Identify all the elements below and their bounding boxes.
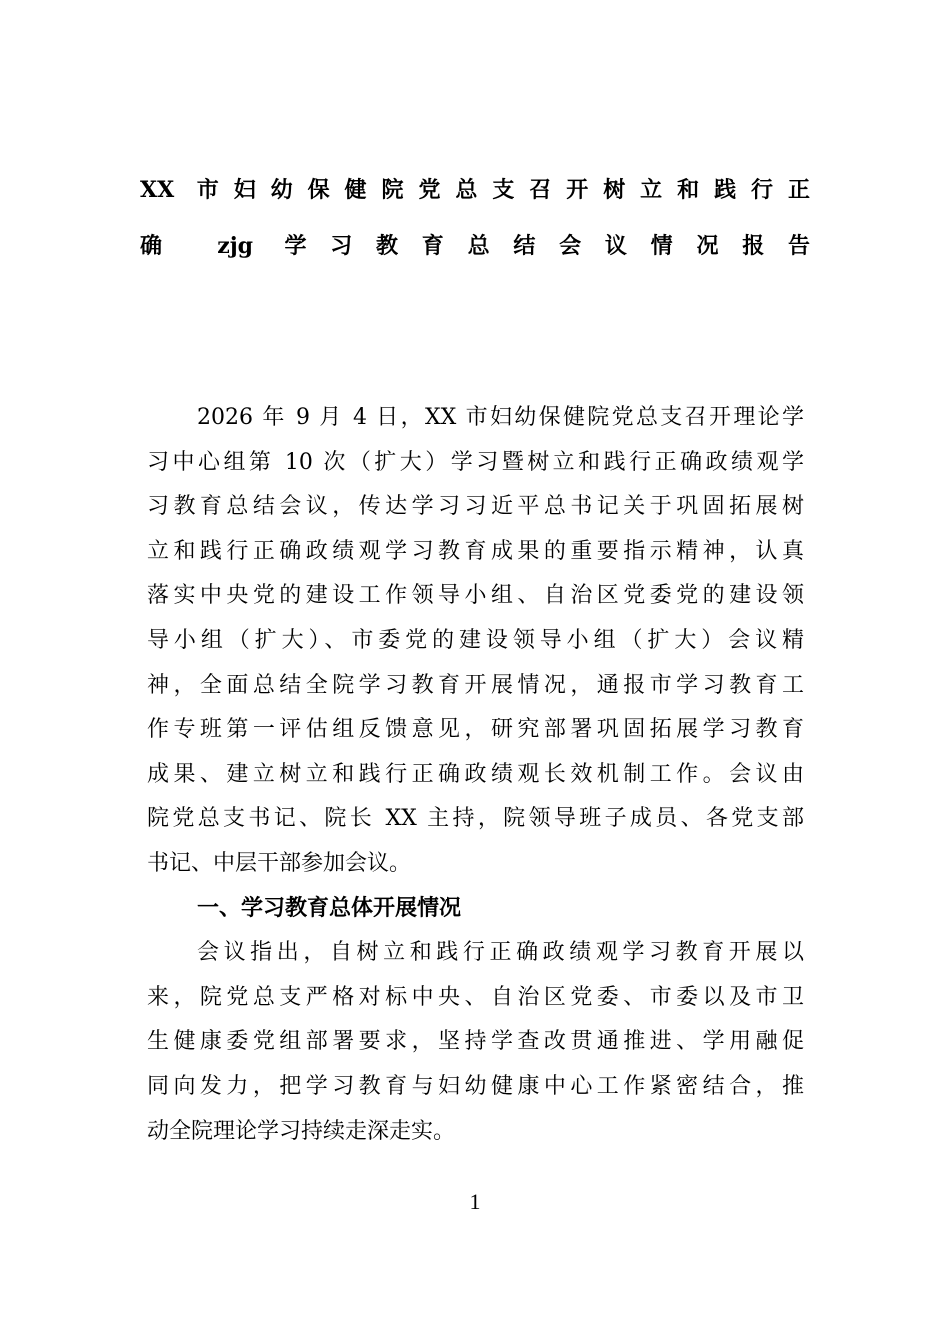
section-heading: 一、学习教育总体开展情况	[197, 895, 462, 921]
text-line: 会议指出，自树立和践行正确政绩观学习教育开展以	[197, 940, 804, 966]
text-line: 导小组（扩大）、市委党的建设领导小组（扩大）会议精	[147, 627, 804, 653]
paragraph-1	[147, 396, 804, 887]
text-line: 落实中央党的建设工作领导小组、自治区党委党的建设领	[147, 583, 804, 609]
text-line: 2026 年 9 月 4 日，XX 市妇幼保健院党总支召开理论学	[197, 405, 804, 430]
text-line: 成果、建立树立和践行正确政绩观长效机制工作。会议由	[147, 761, 804, 787]
document-title	[140, 168, 810, 280]
title-line: 确 zjg 学习教育总结会议情况报告	[140, 233, 810, 259]
text-line: 同向发力，把学习教育与妇幼健康中心工作紧密结合，推	[147, 1073, 804, 1099]
text-line: 动全院理论学习持续走深走实。	[147, 1118, 456, 1144]
text-line: 来，院党总支严格对标中央、自治区党委、市委以及市卫	[147, 984, 804, 1010]
text-line: 作专班第一评估组反馈意见，研究部署巩固拓展学习教育	[147, 717, 804, 743]
text-line: 书记、中层干部参加会议。	[147, 850, 412, 876]
text-line: 神，全面总结全院学习教育开展情况，通报市学习教育工	[147, 672, 804, 698]
document-body	[147, 396, 804, 1154]
text-line: 立和践行正确政绩观学习教育成果的重要指示精神，认真	[147, 538, 804, 564]
paragraph-2	[147, 931, 804, 1154]
text-line: 院党总支书记、院长 XX 主持，院领导班子成员、各党支部	[147, 806, 804, 832]
text-line: 生健康委党组部署要求，坚持学查改贯通推进、学用融促	[147, 1029, 804, 1055]
text-line: 习教育总结会议，传达学习习近平总书记关于巩固拓展树	[147, 494, 804, 520]
page-number: 1	[469, 1189, 481, 1214]
text-line: 习中心组第 10 次（扩大）学习暨树立和践行正确政绩观学	[147, 449, 804, 475]
title-line: XX 市妇幼保健院党总支召开树立和践行正	[140, 177, 810, 203]
